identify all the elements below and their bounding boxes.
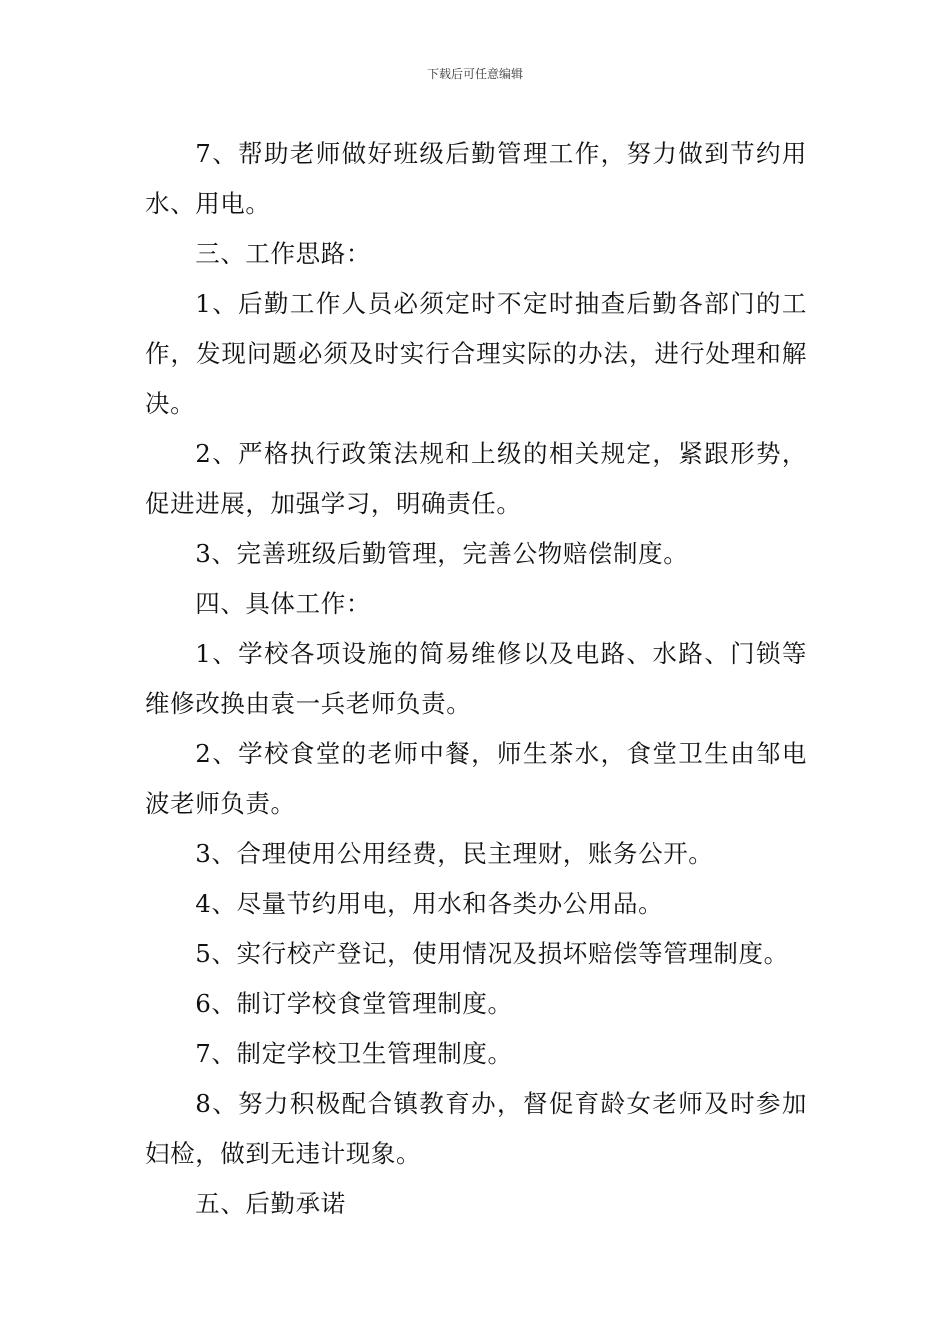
paragraph-work-2: 2、学校食堂的老师中餐，师生茶水，食堂卫生由邹电波老师负责。 xyxy=(145,739,807,818)
paragraph-item-7-conserve: 7、帮助老师做好班级后勤管理工作，努力做到节约用水、用电。 xyxy=(145,139,807,218)
paragraph-work-8: 8、努力积极配合镇教育办，督促育龄女老师及时参加妇检，做到无违计现象。 xyxy=(145,1089,807,1168)
paragraph-work-3: 3、合理使用公用经费，民主理财，账务公开。 xyxy=(195,839,714,868)
section-heading-commitment: 五、后勤承诺 xyxy=(195,1189,346,1218)
paragraph-work-5: 5、实行校产登记，使用情况及损坏赔偿等管理制度。 xyxy=(195,939,789,968)
section-heading-work-approach: 三、工作思路： xyxy=(195,239,371,268)
paragraph-work-7: 7、制定学校卫生管理制度。 xyxy=(195,1039,513,1068)
page-header: 下载后可任意编辑 xyxy=(426,67,523,81)
paragraph-approach-2: 2、严格执行政策法规和上级的相关规定，紧跟形势，促进进展，加强学习，明确责任。 xyxy=(145,439,807,518)
document-body xyxy=(145,129,807,1229)
paragraph-approach-3: 3、完善班级后勤管理，完善公物赔偿制度。 xyxy=(195,539,689,568)
paragraph-work-6: 6、制订学校食堂管理制度。 xyxy=(195,989,513,1018)
paragraph-work-1: 1、学校各项设施的简易维修以及电路、水路、门锁等维修改换由袁一兵老师负责。 xyxy=(145,639,807,718)
section-heading-specific-work: 四、具体工作： xyxy=(195,589,371,618)
paragraph-approach-1: 1、后勤工作人员必须定时不定时抽查后勤各部门的工作，发现问题必须及时实行合理实际的办法，进行处理和解决。 xyxy=(145,289,807,418)
paragraph-work-4: 4、尽量节约用电，用水和各类办公用品。 xyxy=(195,889,664,918)
